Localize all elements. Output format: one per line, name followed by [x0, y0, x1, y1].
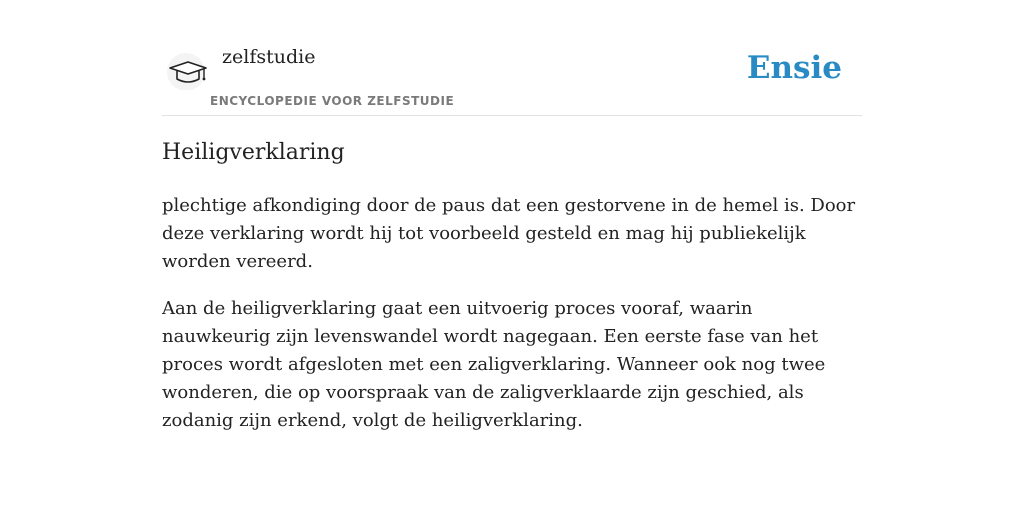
page-title: Heiligverklaring [162, 140, 345, 165]
article-body [162, 192, 862, 454]
brand-logo[interactable]: Ensie [746, 50, 842, 86]
content-container [162, 0, 862, 431]
site-name[interactable]: zelfstudie [222, 46, 316, 68]
definition-paragraph: plechtige afkondiging door de paus dat een gestorvene in de hemel is. Door deze verklaring wordt hij tot voorbeeld gesteld en mag hij publiekelijk worden vereerd. [162, 195, 856, 272]
site-header [162, 0, 862, 116]
graduation-cap-icon[interactable] [164, 50, 210, 90]
site-tagline: ENCYCLOPEDIE VOOR ZELFSTUDIE [210, 94, 455, 108]
detail-paragraph: Aan de heiligverklaring gaat een uitvoerig proces vooraf, waarin nauwkeurig zijn levenswandel wordt nagegaan. Een eerste fase van het proces wordt afgesloten met een zaligverklaring. Wanneer ook nog twee wonderen, die op voorspraak van de zaligverklaarde zijn geschied, als zodanig zijn erkend, volgt de heiligverklaring. [162, 298, 826, 431]
